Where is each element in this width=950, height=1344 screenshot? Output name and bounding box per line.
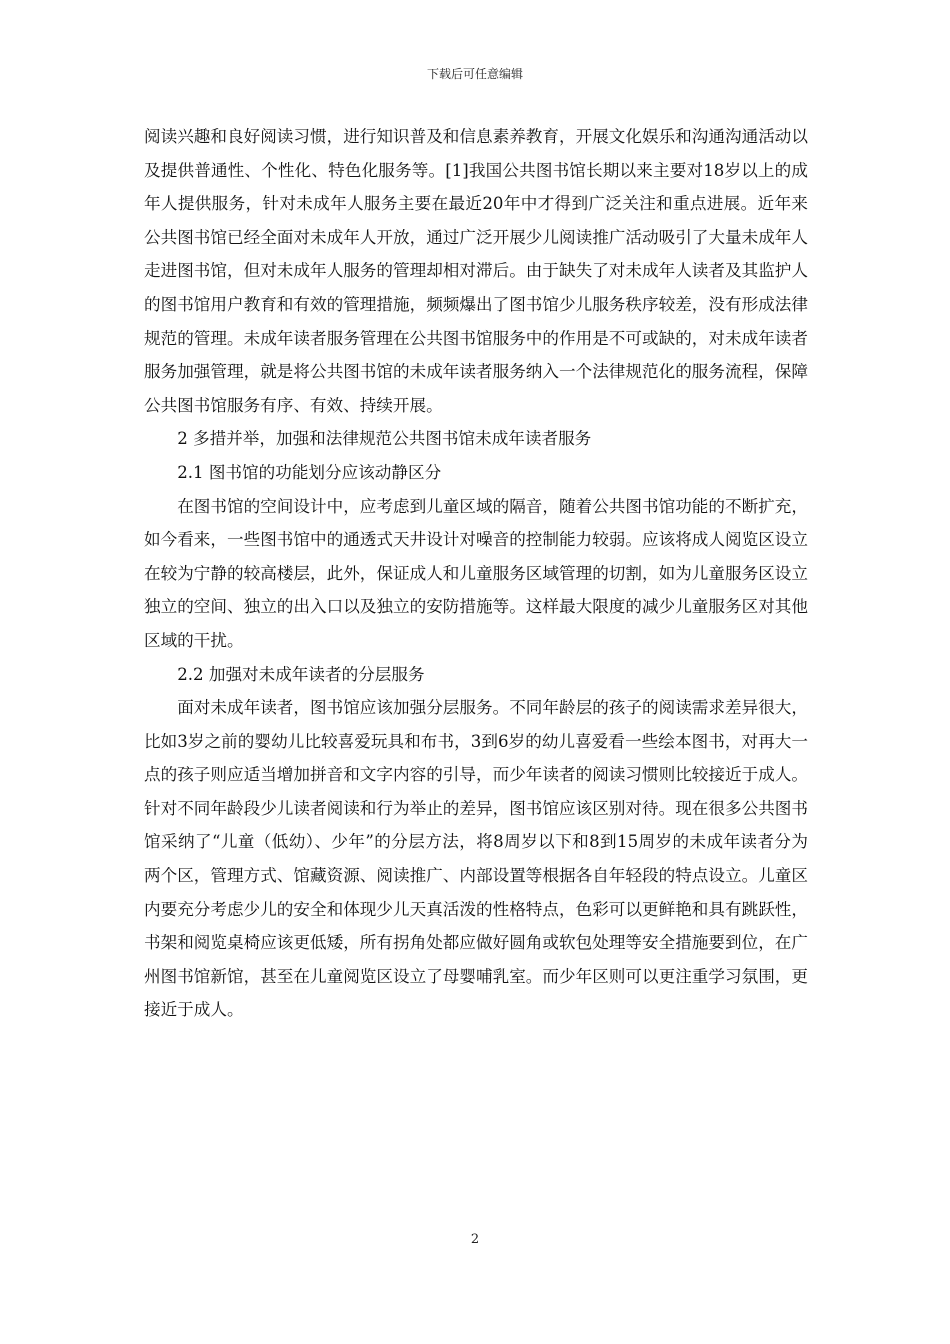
- subsection-heading-2-1: 2.1 图书馆的功能划分应该动静区分: [177, 462, 442, 482]
- page-header: 下载后可任意编辑: [426, 67, 523, 81]
- document-body: [144, 120, 808, 1027]
- body-paragraph-2-2: 面对未成年读者，图书馆应该加强分层服务。不同年龄层的孩子的阅读需求差异很大，比如3岁之前的婴幼儿比较喜爱玩具和布书，3到6岁的幼儿喜爱看一些绘本图书，对再大一点的孩子则应适当增加拼音和文字内容的引导，而少年读者的阅读习惯则比较接近于成人。针对不同年龄段少儿读者阅读和行为举止的差异，图书馆应该区别对待。现在很多公共图书馆采纳了“儿童（低幼）、少年”的分层方法，将8周岁以下和8到15周岁的未成年读者分为两个区，管理方式、馆藏资源、阅读推广、内部设置等根据各自年轻段的特点设立。儿童区内要充分考虑少儿的安全和体现少儿天真活泼的性格特点，色彩可以更鲜艳和具有跳跃性，书架和阅览桌椅应该更低矮，所有拐角处都应做好圆角或软包处理等安全措施要到位，在广州图书馆新馆，甚至在儿童阅览区设立了母婴哺乳室。而少年区则可以更注重学习氛围，更接近于成人。: [144, 698, 808, 1020]
- subsection-heading-2-2: 2.2 加强对未成年读者的分层服务: [177, 664, 425, 684]
- body-paragraph-continuation: 阅读兴趣和良好阅读习惯，进行知识普及和信息素养教育，开展文化娱乐和沟通沟通活动以及提供普通性、个性化、特色化服务等。[1]我国公共图书馆长期以来主要对18岁以上的成年人提供服务，针对未成年人服务主要在最近20年中才得到广泛关注和重点进展。近年来公共图书馆已经全面对未成年人开放，通过广泛开展少儿阅读推广活动吸引了大量未成年人走进图书馆，但对未成年人服务的管理却相对滞后。由于缺失了对未成年人读者及其监护人的图书馆用户教育和有效的管理措施，频频爆出了图书馆少儿服务秩序较差，没有形成法律规范的管理。未成年读者服务管理在公共图书馆服务中的作用是不可或缺的，对未成年读者服务加强管理，就是将公共图书馆的未成年读者服务纳入一个法律规范化的服务流程，保障公共图书馆服务有序、有效、持续开展。: [144, 127, 808, 415]
- page-number: 2: [470, 1232, 480, 1247]
- section-heading-2: 2 多措并举，加强和法律规范公共图书馆未成年读者服务: [177, 429, 592, 449]
- body-paragraph-2-1: 在图书馆的空间设计中，应考虑到儿童区域的隔音，随着公共图书馆功能的不断扩充，如今看来，一些图书馆中的通透式天井设计对噪音的控制能力较弱。应该将成人阅览区设立在较为宁静的较高楼层，此外，保证成人和儿童服务区域管理的切割，如为儿童服务区设立独立的空间、独立的出入口以及独立的安防措施等。这样最大限度的减少儿童服务区对其他区域的干扰。: [144, 496, 808, 650]
